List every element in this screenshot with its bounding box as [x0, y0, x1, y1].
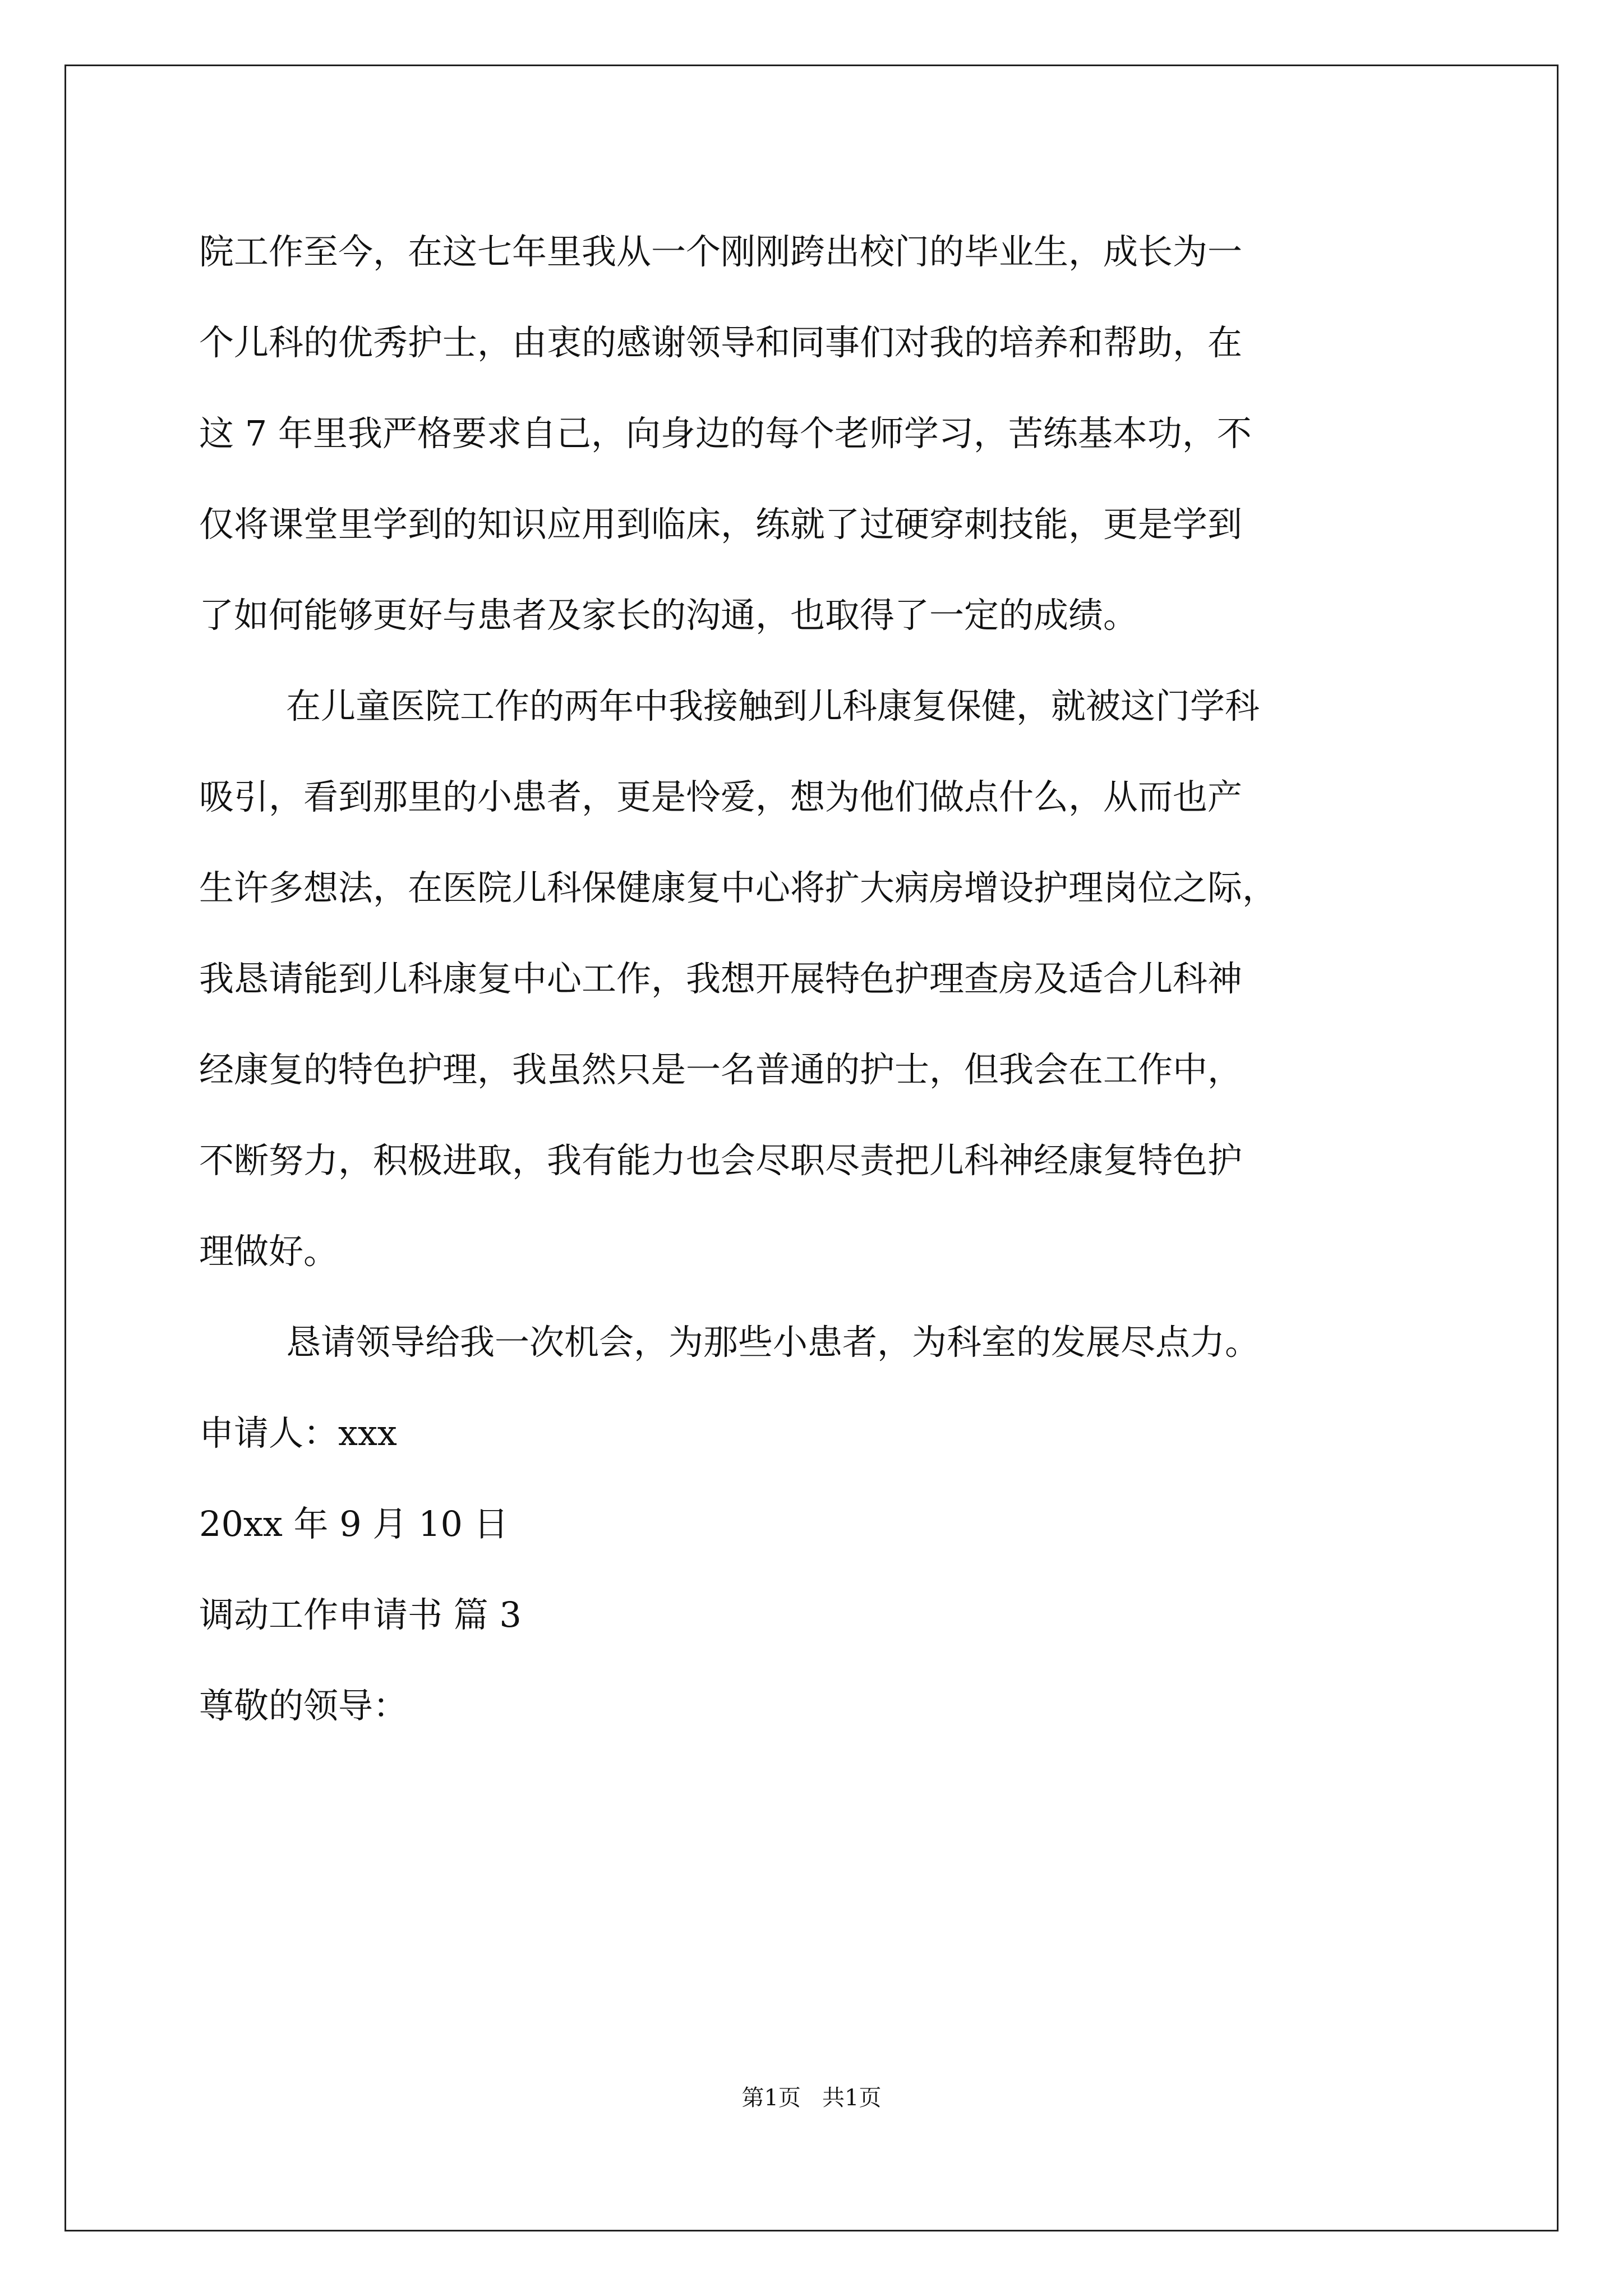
paragraph-start-line: 在儿童医院工作的两年中我接触到儿科康复保健，就被这门学科 [286, 685, 1260, 726]
body-line: 吸引，看到那里的小患者，更是怜爱，想为他们做点什么，从而也产 [199, 776, 1243, 817]
date-line: 20xx 年 9 月 10 日 [199, 1503, 509, 1544]
section-heading: 调动工作申请书 篇 3 [199, 1594, 522, 1635]
body-line: 个儿科的优秀护士，由衷的感谢领导和同事们对我的培养和帮助，在 [199, 322, 1243, 363]
body-line: 经康复的特色护理，我虽然只是一名普通的护士，但我会在工作中， [199, 1049, 1243, 1090]
body-line: 仅将课堂里学到的知识应用到临床，练就了过硬穿刺技能，更是学到 [199, 504, 1243, 545]
salutation-line: 尊敬的领导： [199, 1685, 408, 1726]
document-body [199, 206, 1433, 1751]
body-line: 生许多想法，在医院儿科保健康复中心将扩大病房增设护理岗位之际， [199, 867, 1278, 908]
page-footer: 第1页 共1页 [741, 2085, 882, 2111]
body-line: 不断努力，积极进取，我有能力也会尽职尽责把儿科神经康复特色护 [199, 1140, 1243, 1181]
body-line: 这 7 年里我严格要求自己，向身边的每个老师学习，苦练基本功，不 [199, 413, 1252, 454]
paragraph-start-line: 恳请领导给我一次机会，为那些小患者，为科室的发展尽点力。 [286, 1322, 1260, 1363]
body-line: 院工作至今，在这七年里我从一个刚刚跨出校门的毕业生，成长为一 [199, 231, 1243, 272]
body-line: 我恳请能到儿科康复中心工作，我想开展特色护理查房及适合儿科神 [199, 958, 1243, 999]
body-line: 理做好。 [199, 1231, 339, 1272]
body-line: 了如何能够更好与患者及家长的沟通，也取得了一定的成绩。 [199, 595, 1138, 636]
applicant-line: 申请人：xxx [199, 1412, 397, 1453]
